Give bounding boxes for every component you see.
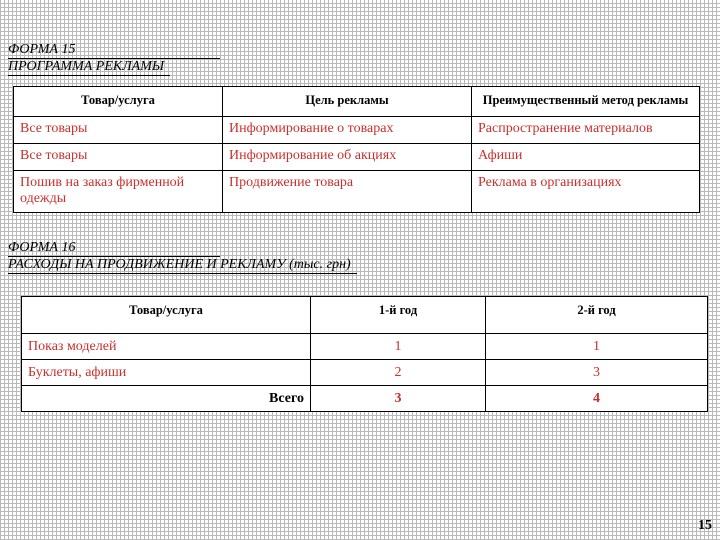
table-row <box>22 360 708 386</box>
total-value: 4 <box>486 386 708 412</box>
form15-caption <box>8 42 220 76</box>
table-cell: 1 <box>311 334 486 360</box>
form15-label: ФОРМА 15 <box>8 42 220 59</box>
column-header: Товар/услуга <box>14 87 223 117</box>
table-cell: 1 <box>486 334 708 360</box>
column-header: 2-й год <box>486 297 708 334</box>
table-cell: Распространение материалов <box>472 117 700 144</box>
table-cell: 3 <box>486 360 708 386</box>
column-header: 1-й год <box>311 297 486 334</box>
form16-label: ФОРМА 16 <box>8 240 220 257</box>
table-cell: 2 <box>311 360 486 386</box>
table-cell: Все товары <box>14 144 223 171</box>
form15-title: ПРОГРАММА РЕКЛАМЫ <box>8 59 170 76</box>
form16-title: РАСХОДЫ НА ПРОДВИЖЕНИЕ И РЕКЛАМУ (тыс. грн) <box>8 257 357 274</box>
table-cell: Пошив на заказ фирменной одежды <box>14 171 223 213</box>
table-cell: Информирование о товарах <box>223 117 472 144</box>
table-cell: Реклама в организациях <box>472 171 700 213</box>
table-cell: Информирование об акциях <box>223 144 472 171</box>
table-row <box>14 117 700 144</box>
promotion-expenses-table <box>21 296 708 412</box>
table-row <box>14 171 700 213</box>
table-cell: Продвижение товара <box>223 171 472 213</box>
table-cell: Буклеты, афиши <box>22 360 311 386</box>
advertising-program-table <box>13 86 700 213</box>
table-row <box>22 334 708 360</box>
total-value: 3 <box>311 386 486 412</box>
page-number: 15 <box>698 518 712 533</box>
table-cell: Афиши <box>472 144 700 171</box>
table-header-row <box>22 297 708 334</box>
total-label: Всего <box>22 386 311 412</box>
column-header: Товар/услуга <box>22 297 311 334</box>
table-cell: Все товары <box>14 117 223 144</box>
column-header: Цель рекламы <box>223 87 472 117</box>
table-cell: Показ моделей <box>22 334 311 360</box>
form16-caption <box>8 240 357 274</box>
table-total-row <box>22 386 708 412</box>
table-header-row <box>14 87 700 117</box>
column-header: Преимущественный метод рекламы <box>472 87 700 117</box>
table-row <box>14 144 700 171</box>
